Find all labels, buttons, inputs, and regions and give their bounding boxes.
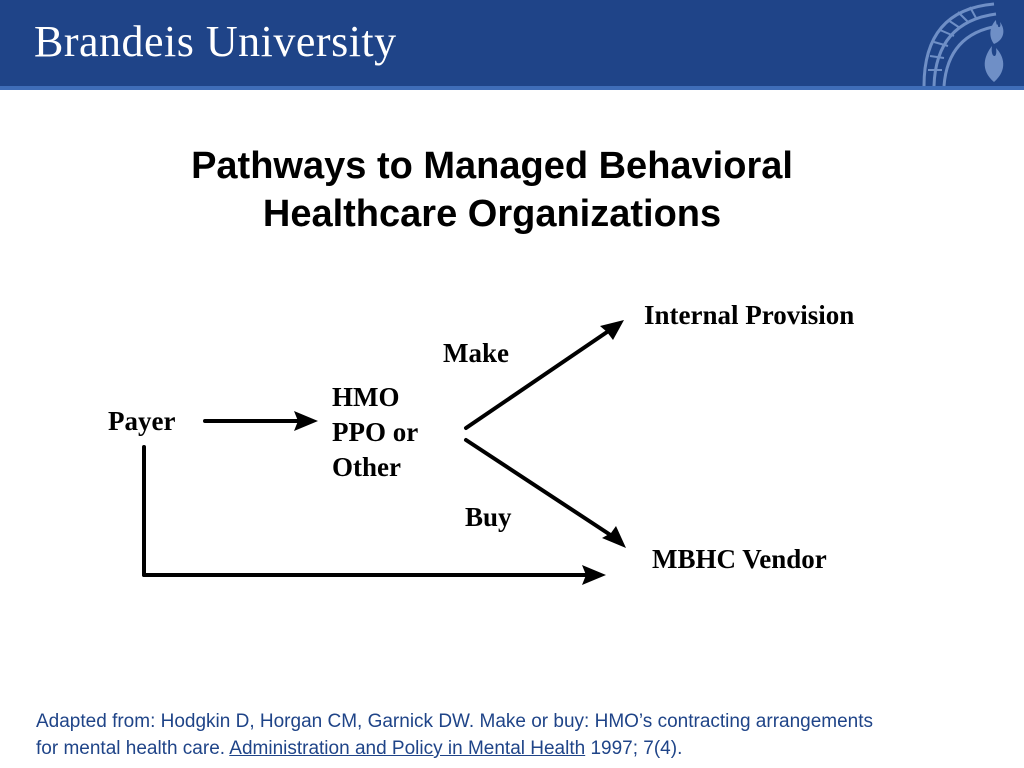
edge-label-make: Make xyxy=(443,338,509,368)
edge-label-buy: Buy xyxy=(465,502,512,532)
node-hmo-line-1: HMO xyxy=(332,382,400,412)
title-line-2: Healthcare Organizations xyxy=(262,193,722,235)
citation-line-2-end: 1997; 7(4). xyxy=(585,738,683,759)
arrowhead-internal xyxy=(600,320,624,340)
node-internal-provision: Internal Provision xyxy=(644,300,855,330)
node-hmo-line-2: PPO or xyxy=(332,417,419,447)
node-payer: Payer xyxy=(108,406,176,436)
arrowhead-vendor xyxy=(602,526,626,548)
node-hmo xyxy=(332,380,418,485)
citation-journal-link[interactable]: Administration and Policy in Mental Health xyxy=(229,738,586,759)
citation-line-1: Adapted from: Hodgkin D, Horgan CM, Garnick DW. Make or buy: HMO’s contracting arrangements xyxy=(36,711,874,732)
citation-line-2 xyxy=(36,735,1024,762)
node-mbhc-vendor: MBHC Vendor xyxy=(652,544,827,574)
university-name: Brandeis University xyxy=(34,17,397,66)
title-line-1: Pathways to Managed Behavioral xyxy=(191,145,793,187)
node-hmo-line-3: Other xyxy=(332,452,401,482)
citation xyxy=(36,708,1024,762)
citation-line-2-start: for mental health care. xyxy=(36,738,230,759)
